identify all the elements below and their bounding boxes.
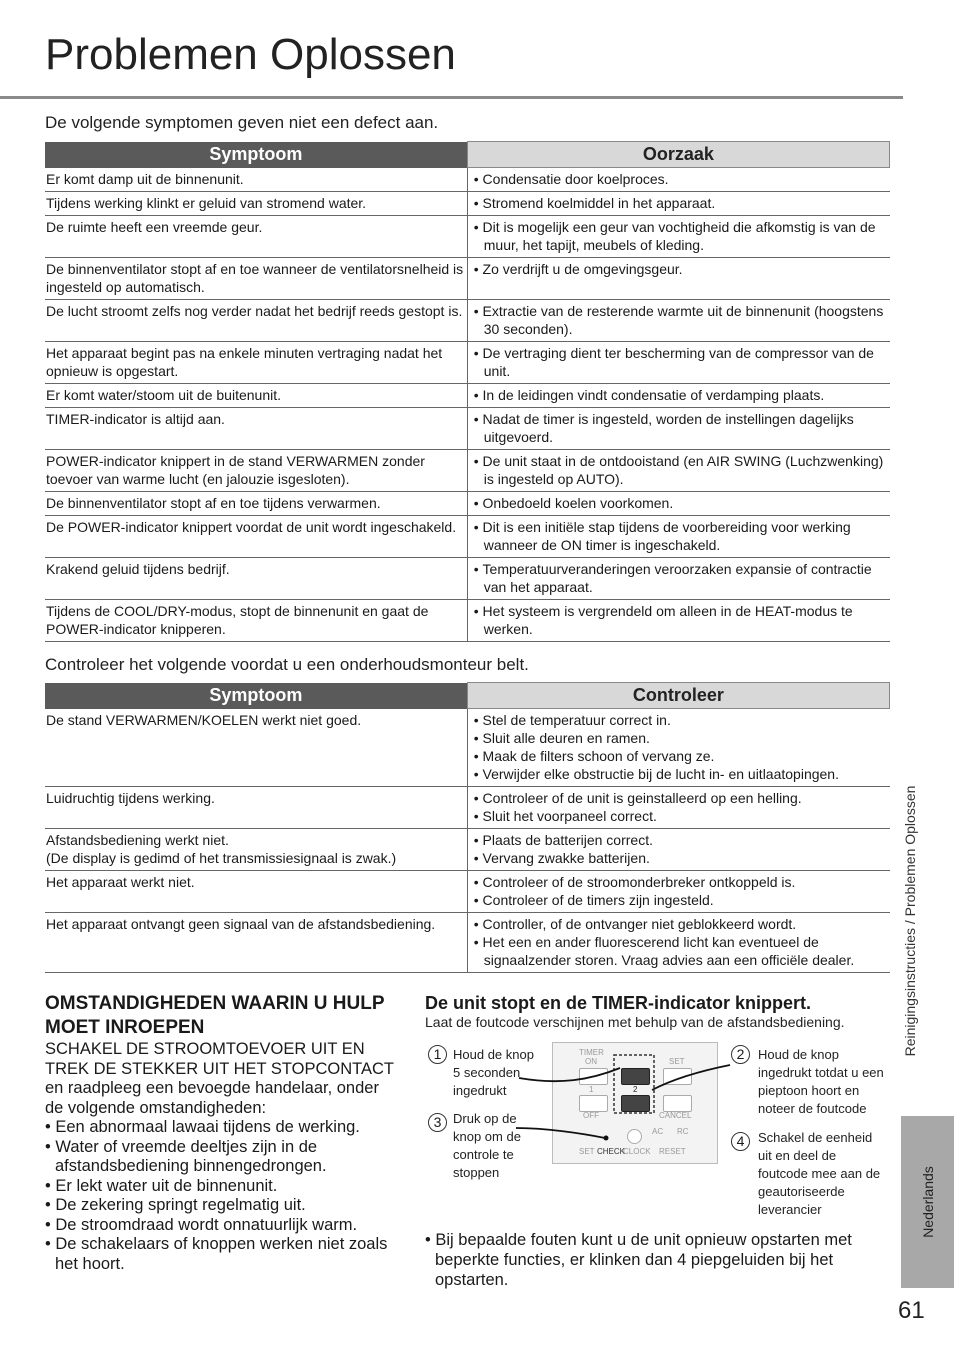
cause-item: • Zo verdrijft u de omgevingsgeur. [474,260,887,278]
symptom-header: Symptoom [45,683,467,709]
check-item: • Sluit alle deuren en ramen. [474,729,887,747]
step-number: 1 [428,1045,447,1064]
check-header: Controleer [467,683,889,709]
symptom-cell: De ruimte heeft een vreemde geur. [45,216,467,258]
symptom-line: De stand VERWARMEN/KOELEN werkt niet goed. [46,711,362,728]
symptom-line: Het apparaat werkt niet. [46,874,195,890]
list-item: • De stroomdraad wordt onnatuurlijk warm. [45,1216,400,1236]
cause-item: • De vertraging dient ter bescherming van de compressor van de unit. [474,344,887,380]
section-label-text: Reinigingsinstructies / Problemen Oplossen [902,785,918,1057]
language-tab-text: Nederlands [919,1166,936,1238]
cause-item: • Condensatie door koelproces. [474,170,887,188]
check-item: • Controleer of de stroomonderbreker ontkoppeld is. [474,873,887,891]
list-item: • Er lekt water uit de binnenunit. [45,1177,400,1197]
step-text: Houd de knop 5 seconden ingedrukt [453,1047,534,1098]
section-label [898,745,922,1097]
check-item: • Verwijder elke obstructie bij de lucht in- en uitlaatopingen. [474,765,887,783]
symptom-cell: De binnenventilator stopt af en toe tijdens verwarmen. [45,492,467,516]
symptom-cell: Tijdens werking klinkt er geluid van stromend water. [45,192,467,216]
step-number: 4 [731,1132,750,1151]
remote-label: TIMER [579,1048,604,1057]
symptom-header: Symptoom [45,142,467,168]
page-title: Problemen Oplossen [45,30,456,79]
check-item: • Het een en ander fluorescerend licht kan eventueel de signaalzender storen. Vraag advies aan een officiële dealer. [474,933,887,969]
step-text: Houd de knop ingedrukt totdat u een pieptoon hoort en noteer de foutcode [758,1047,884,1116]
remote-label: RESET [659,1147,686,1156]
remote-label: CLOCK [623,1147,651,1156]
check-item: • Controleer of de timers zijn ingesteld. [474,891,887,909]
timer-heading: De unit stopt en de TIMER-indicator knippert. [425,993,812,1013]
symptom-cell: De binnenventilator stopt af en toe wanneer de ventilatorsnelheid is ingesteld op automatisch. [45,258,467,300]
step-number: 2 [731,1045,750,1064]
note-text: • Bij bepaalde fouten kunt u de unit opnieuw opstarten met beperkte functies, er klinken dan 4 piepgeluiden bij het opstarten. [425,1230,895,1290]
list-item: • Water of vreemde deeltjes zijn in de afstandsbediening binnengedrongen. [45,1138,400,1177]
emergency-heading: OMSTANDIGHEDEN WAARIN U HULP MOET INROEPEN [45,993,385,1038]
symptom-line: Afstandsbediening werkt niet. [46,832,229,848]
check-item: • Sluit het voorpaneel correct. [474,807,887,825]
remote-label: CANCEL [659,1111,692,1120]
cause-item: • Dit is een initiële stap tijdens de voorbereiding voor werking wanneer de ON timer is ingeschakeld. [474,518,887,554]
remote-label: RC [677,1127,689,1136]
check-item: • Controller, of de ontvanger niet geblokkeerd wordt. [474,915,887,933]
symptom-cell: De POWER-indicator knippert voordat de unit wordt ingeschakeld. [45,516,467,558]
symptom-cell: Er komt water/stoom uit de buitenunit. [45,384,467,408]
cause-item: • In de leidingen vindt condensatie of verdamping plaats. [474,386,887,404]
step-text: Schakel de eenheid uit en deel de foutcode mee aan de geautoriseerde leverancier [758,1130,881,1217]
cause-item: • Temperatuurveranderingen veroorzaken expansie of contractie van het apparaat. [474,560,887,596]
language-tab [901,1116,954,1288]
cause-item: • Het systeem is vergrendeld om alleen in de HEAT-modus te werken. [474,602,887,638]
list-item: • De schakelaars of knoppen werken niet zoals het hoort. [45,1235,400,1274]
symptom-cell: De lucht stroomt zelfs nog verder nadat het bedrijf reeds gestopt is. [45,300,467,342]
cause-item: • Dit is mogelijk een geur van vochtigheid die afkomstig is van de muur, het tapijt, meubels of kleding. [474,218,887,254]
cause-item: • Nadat de timer is ingesteld, worden de instellingen dagelijks uitgevoerd. [474,410,887,446]
list-item: • Een abnormaal lawaai tijdens de werking. [45,1118,400,1138]
emergency-lead: SCHAKEL DE STROOMTOEVOER UIT EN TREK DE STEKKER UIT HET STOPCONTACT en raadpleeg een bevoegde handelaar, onder de volgende omstandigheden: [45,1040,394,1117]
check-item: • Plaats de batterijen correct. [474,831,887,849]
symptom-cell: Tijdens de COOL/DRY-modus, stopt de binnenunit en gaat de POWER-indicator knipperen. [45,600,467,642]
step-number: 3 [428,1113,447,1132]
remote-label: 2 [633,1085,638,1094]
symptom-cell: Krakend geluid tijdens bedrijf. [45,558,467,600]
remote-label: SET [669,1057,685,1066]
cause-header: Oorzaak [467,142,889,168]
page-number: 61 [898,1297,925,1324]
remote-label: OFF [583,1111,599,1120]
symptom-cell: TIMER-indicator is altijd aan. [45,408,467,450]
check-item: • Stel de temperatuur correct in. [474,711,887,729]
symptom-line: Het apparaat ontvangt geen signaal van de afstandsbediening. [46,916,436,932]
section1-intro: De volgende symptomen geven niet een defect aan. [45,113,439,132]
remote-label: AC [652,1127,664,1136]
cause-item: • De unit staat in de ontdooistand (en AIR SWING (Luchzwenking) is ingesteld op AUTO). [474,452,887,488]
remote-label: ON [585,1057,597,1066]
remote-label: CHECK [597,1147,626,1156]
cause-item: • Extractie van de resterende warmte uit de binnenunit (hoogstens 30 seconden). [474,302,887,338]
remote-label: SET [579,1147,595,1156]
symptom-cell: Het apparaat begint pas na enkele minuten vertraging nadat het opnieuw is opgestart. [45,342,467,384]
step-text: Druk op de knop om de controle te stoppen [453,1111,521,1180]
cause-item: • Onbedoeld koelen voorkomen. [474,494,887,512]
symptom-line: (De display is gedimd of het transmissiesignaal is zwak.) [46,850,397,866]
section2-intro: Controleer het volgende voordat u een onderhoudsmonteur belt. [45,655,529,674]
check-item: • Controleer of de unit is geinstalleerd op een helling. [474,789,887,807]
cause-item: • Stromend koelmiddel in het apparaat. [474,194,887,212]
list-item: • De zekering springt regelmatig uit. [45,1196,400,1216]
remote-label: 1 [589,1085,594,1094]
check-item: • Vervang zwakke batterijen. [474,849,887,867]
restart-note [425,1230,895,1290]
symptom-cell: Er komt damp uit de binnenunit. [45,168,467,192]
symptom-cell: POWER-indicator knippert in de stand VERWARMEN zonder toevoer van warme lucht (en jalouzie isgesloten). [45,450,467,492]
check-item: • Maak de filters schoon of vervang ze. [474,747,887,765]
timer-subtitle: Laat de foutcode verschijnen met behulp van de afstandsbediening. [425,1014,845,1030]
symptom-line: Luidruchtig tijdens werking. [46,790,215,806]
